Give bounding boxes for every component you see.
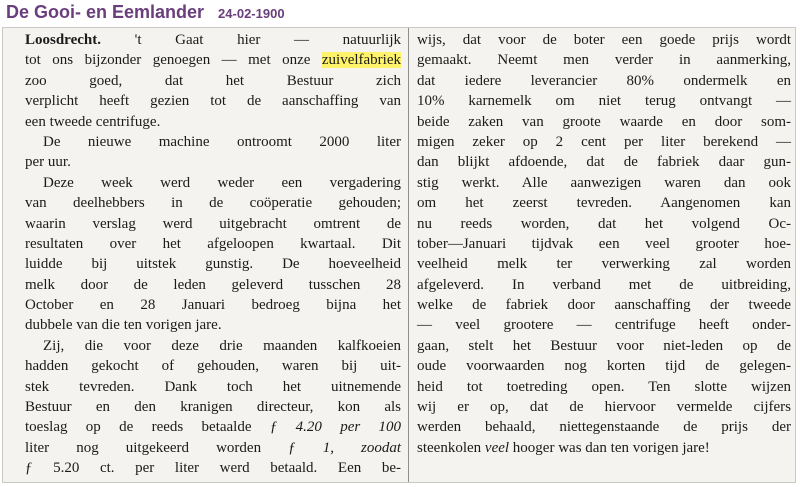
text-line: luidde bij uitstek gunstig. De hoeveelheid — [25, 256, 401, 273]
text-line: verplicht heeft gezien tot de aanschaffing van — [25, 93, 401, 110]
text-line: ƒ 5.20 ct. per liter werd betaald. Een be- — [25, 460, 401, 477]
text-line: Bestuur en den kranigen directeur, kon als — [25, 399, 401, 416]
text-line: afgeleverd. In verband met de uitbreiding, — [417, 276, 791, 293]
left-column — [25, 30, 401, 479]
newspaper-title: De Gooi- en Eemlander — [6, 2, 205, 22]
text-line: nu reeds worden, dat het volgend Oc- — [417, 215, 791, 232]
text-line: migen zeker op 2 cent per liter berekend — — [417, 133, 791, 150]
text-line: dubbele van die ten vorigen jare. — [25, 317, 222, 334]
text-line: stek tevreden. Dank toch het uitnemende — [25, 378, 401, 395]
text-line: 10% karnemelk om niet terug ontvangt — — [417, 93, 791, 110]
right-column — [417, 30, 791, 458]
text-line: Loosdrecht. 't Gaat hier — natuurlijk — [25, 32, 401, 48]
newspaper-clipping — [2, 27, 796, 483]
text-line: toeslag op de reeds betaalde ƒ 4.20 per 100 — [25, 419, 402, 436]
text-line: waarin verslag werd uitgebracht omtrent de — [25, 215, 401, 232]
text-line: veelheid melk ter verwerking zal worden — [417, 256, 791, 273]
text-line: dat iedere leverancier 80% ondermelk en — [417, 72, 791, 89]
text-line: een tweede centrifuge. — [25, 113, 161, 130]
text-line: Deze week werd weder een vergadering — [43, 174, 401, 191]
text-line: om het zeerst tevreden. Aangenomen kan — [417, 195, 791, 212]
text-line: steenkolen veel hooger was dan ten vorigen jare! — [417, 439, 710, 456]
text-line: tober—Januari tijdvak een veel grooter hoe- — [417, 235, 791, 252]
text-line: gaan, stelt het Bestuur voor niet-leden op de — [417, 337, 791, 354]
text-line: dan blijkt afdoende, dat de fabriek daar gun- — [417, 154, 791, 171]
text-line: De nieuwe machine ontroomt 2000 liter — [43, 133, 401, 150]
text-line: gemaakt. Neemt men verder in aanmerking, — [417, 52, 791, 69]
text-line: October en 28 Januari bedroeg bijna het — [25, 297, 401, 314]
text-line: beide zaken van groote waarde en door som- — [417, 113, 791, 130]
text-line: werden behaald, niettegenstaande de prijs der — [417, 419, 791, 436]
highlighted-search-term: zuivelfabriek — [321, 52, 401, 69]
text-line: heid tot toetreding open. Ten slotte wijzen — [417, 378, 791, 395]
text-line: oude voorwaarden nog korten tijd de gelegen- — [417, 358, 791, 375]
text-line: wijs, dat voor de boter een goede prijs wordt — [417, 32, 791, 48]
text-line: tot ons bijzonder genoegen — met onze zuivelfabriek — [25, 52, 401, 69]
publication-date: 24-02-1900 — [218, 6, 285, 21]
text-line: liter nog uitgekeerd worden ƒ 1, zoodat — [25, 439, 401, 456]
text-line: hadden gekocht of gehouden, waren bij uit- — [25, 358, 401, 375]
text-line: melk door de leden geleverd tusschen 28 — [25, 276, 401, 293]
text-line: per uur. — [25, 154, 71, 171]
text-line: Zij, die voor deze drie maanden kalfkoeien — [43, 337, 401, 354]
column-divider — [408, 28, 409, 483]
text-line: wij er op, dat de hiervoor vermelde cijfers — [417, 399, 791, 416]
text-line: resultaten over het afgeloopen kwartaal. Dit — [25, 235, 401, 252]
text-line: — veel grootere — centrifuge heeft onder- — [417, 317, 791, 334]
text-line: van deelhebbers in de coöperatie gehouden; — [25, 195, 401, 212]
text-line: zoo goed, dat het Bestuur zich — [25, 72, 401, 89]
place-name: Loosdrecht. — [25, 32, 101, 48]
text-line: welke de fabriek door aanschaffing der tweede — [417, 297, 791, 314]
text-line: stig werkt. Alle aanwezigen waren dan ook — [417, 174, 791, 191]
